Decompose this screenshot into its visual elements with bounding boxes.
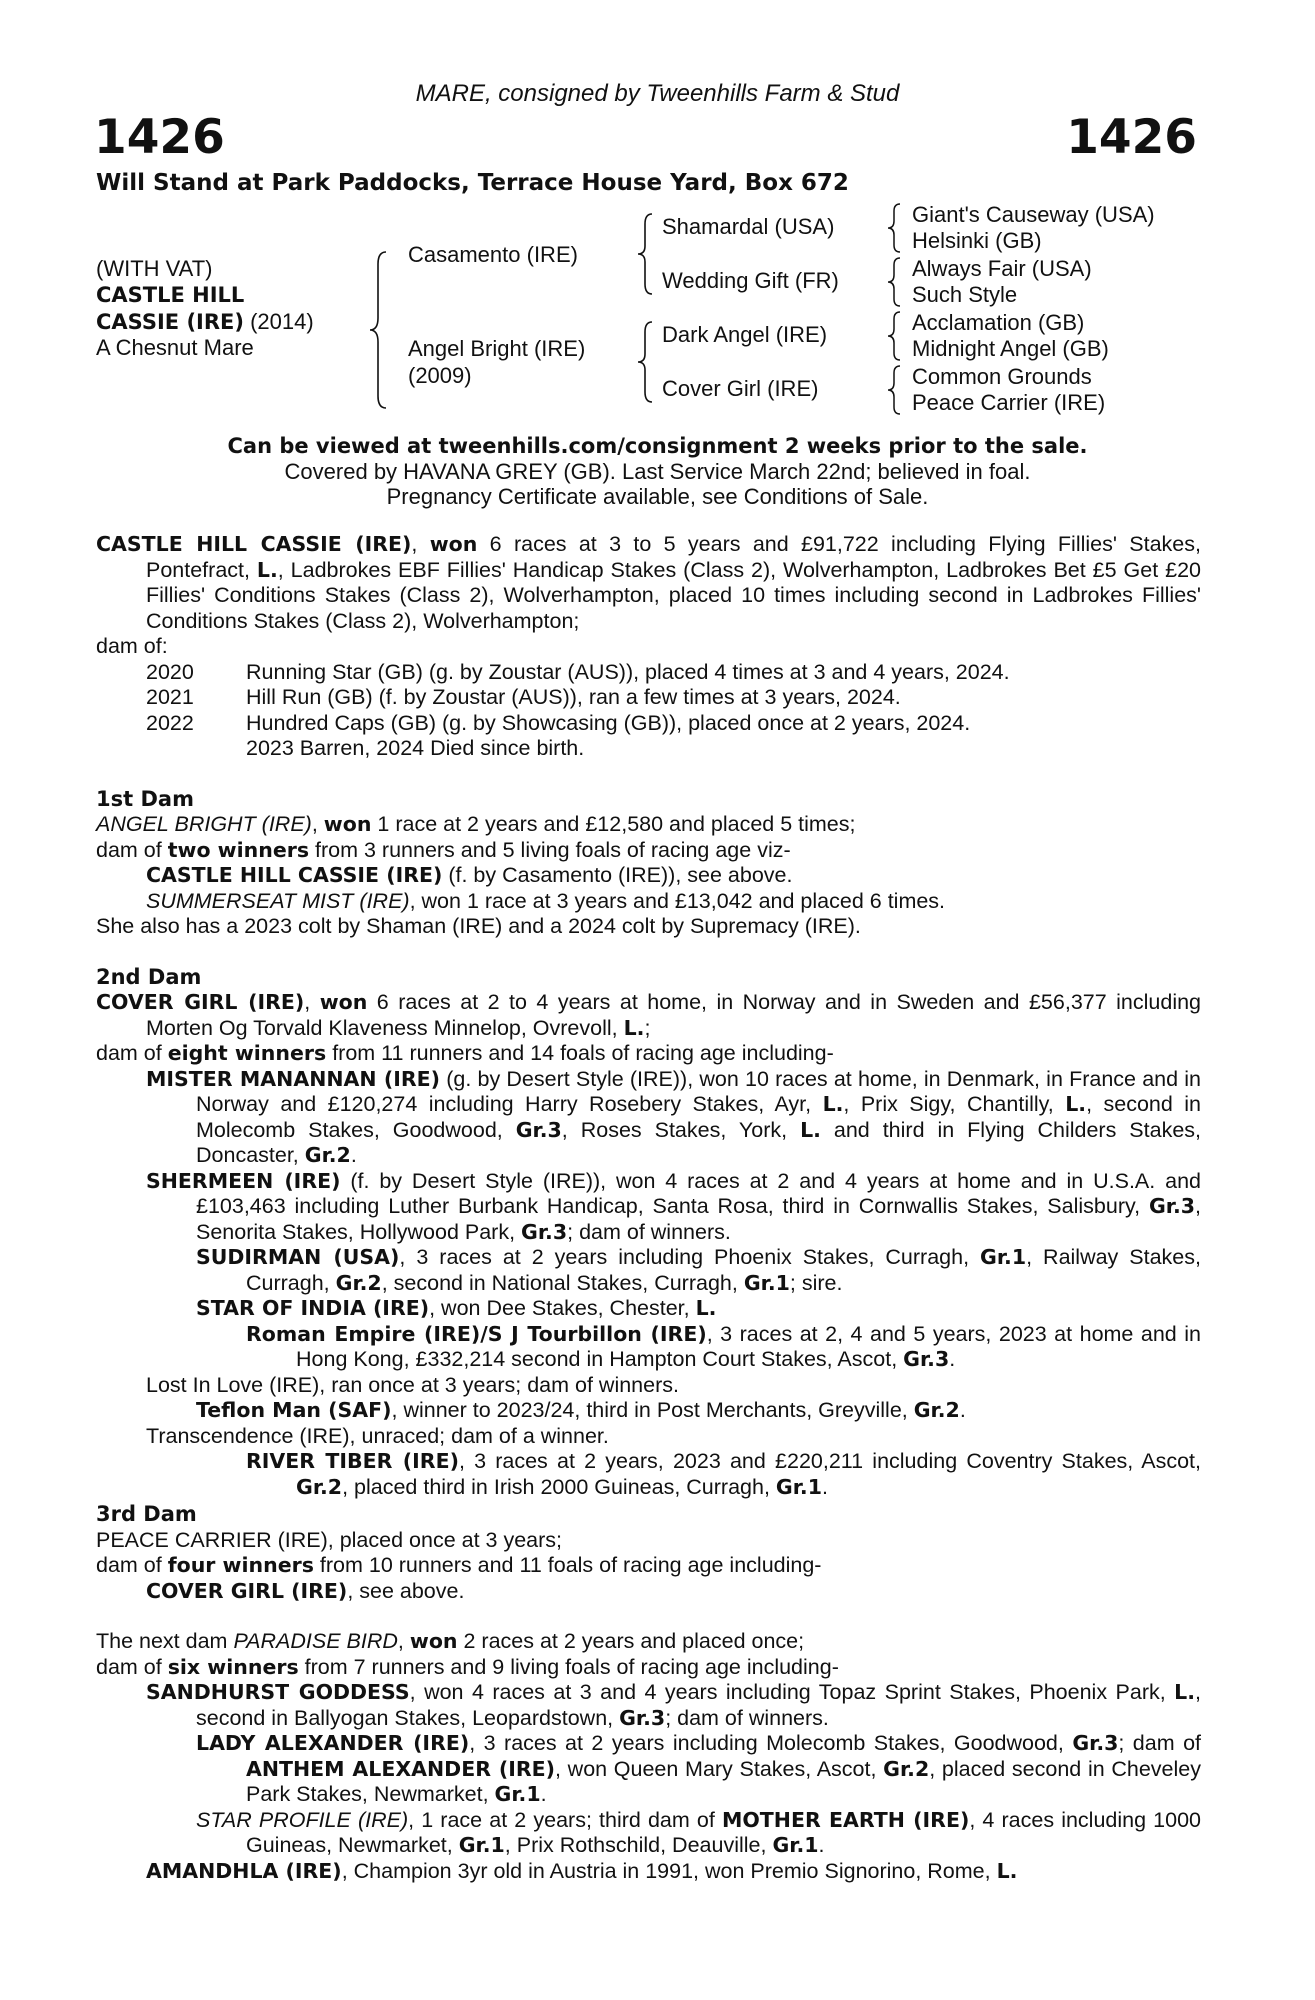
entry-text: , second in Molecomb Stakes, Goodwood, (196, 1092, 1201, 1142)
horse-name-second: CASSIE (IRE) (96, 310, 244, 334)
brace-g3 (886, 310, 904, 362)
entry-text: . (949, 1347, 956, 1371)
next-dam-intro: The next dam (96, 1629, 234, 1653)
entry-text: , Prix Rothschild, Deauville, (504, 1833, 773, 1857)
sire-sire: Shamardal (USA) (662, 214, 835, 239)
sudirman-entry (96, 1245, 1201, 1296)
mister-manannan-entry (96, 1067, 1201, 1169)
dam-of-label: dam of (96, 837, 168, 862)
pedigree-body (96, 532, 1201, 1884)
lot-number-right: 1426 (1066, 110, 1197, 165)
group-mark: Gr.2 (296, 1474, 343, 1499)
entry-text: , placed third in Irish 2000 Guineas, Curragh, (342, 1474, 776, 1499)
third-dam-heading: 3rd Dam (96, 1502, 197, 1526)
second-dam-text-end: ; (644, 1015, 651, 1040)
entry-text: , won Dee Stakes, Chester, (429, 1296, 696, 1320)
winners-count: two winners (167, 837, 310, 862)
mare-record: CASTLE HILL CASSIE (IRE), won 6 races at 3 to 5 years and £91,722 including Flying Fillies' Stakes, Pontefract, L., Ladbrokes EBF Fillies' Handicap Stakes (Class 2), Wolverhampton, Ladbrokes Bet £5 Get £20 Fillies' Conditions Stakes (Class 2), Wolverhampton, placed 10 times including second in Ladbrokes Fillies' Conditions Stakes (Class 2), Wolverhampton; (96, 532, 1201, 633)
separator: , (397, 1629, 410, 1653)
third-dam-produce (96, 1553, 1201, 1579)
entry-text: . (350, 1143, 357, 1167)
lady-alexander-entry (96, 1731, 1201, 1808)
transcendence-entry: Transcendence (IRE), unraced; dam of a winner. (146, 1423, 609, 1448)
entry-text: . (821, 1474, 828, 1499)
group-mark: Gr.3 (903, 1347, 950, 1371)
ancestor-1: Giant's Causeway (USA) (912, 202, 1155, 227)
group-mark: Gr.1 (458, 1833, 505, 1857)
covering-note: Covered by HAVANA GREY (GB). Last Service March 22nd; believed in foal. (284, 459, 1031, 484)
group-mark: Gr.1 (772, 1833, 819, 1857)
entry-text: , Railway Stakes, Curragh, (246, 1245, 1201, 1295)
produce-row (96, 685, 1201, 711)
entry-text: , placed second in Cheveley Park Stakes, Newmarket, (246, 1756, 1202, 1806)
horse-name: Teflon Man (SAF) (196, 1398, 392, 1422)
star-of-india-entry (96, 1296, 1201, 1322)
group-mark: Gr.2 (304, 1143, 351, 1167)
dam-of-text: from 11 runners and 14 foals of racing age including- (326, 1041, 834, 1065)
stand-location: Will Stand at Park Paddocks, Terrace House Yard, Box 672 (96, 170, 849, 196)
next-dam-produce (96, 1655, 1201, 1681)
entry-text: , won Queen Mary Stakes, Ascot, (555, 1756, 884, 1781)
ancestor-7: Common Grounds (912, 364, 1092, 389)
horse-name: LADY ALEXANDER (IRE) (196, 1731, 470, 1755)
produce-year: 2022 (146, 710, 194, 735)
entry-text: . (818, 1833, 825, 1857)
next-dam-record (96, 1629, 1201, 1655)
horse-name-line2 (96, 309, 314, 335)
horse-description: A Chesnut Mare (96, 335, 254, 360)
produce-row (96, 660, 1201, 686)
horse-name: STAR OF INDIA (IRE) (196, 1296, 430, 1320)
consignor-line: MARE, consigned by Tweenhills Farm & Stud (415, 80, 900, 107)
group-mark: Gr.3 (521, 1219, 568, 1244)
horse-name: RIVER TIBER (IRE) (246, 1449, 459, 1473)
foal-text: (f. by Casamento (IRE)), see above. (442, 863, 793, 887)
mare-listed: L. (256, 557, 278, 582)
entry-text: , 3 races at 2 years, 2023 and £220,211 including Coventry Stakes, Ascot, (458, 1449, 1201, 1473)
third-dam-record: PEACE CARRIER (IRE), placed once at 3 years; (96, 1527, 563, 1552)
horse-name: MISTER MANANNAN (IRE) (146, 1066, 441, 1091)
viewing-note: Can be viewed at tweenhills.com/consignment 2 weeks prior to the sale. (227, 434, 1088, 458)
lot-number-left: 1426 (94, 110, 225, 165)
ancestor-2: Helsinki (GB) (912, 228, 1042, 253)
second-dam-record: COVER GIRL (IRE), won 6 races at 2 to 4 years at home, in Norway and in Sweden and £56,377 including Morten Og Torvald Klaveness Minnelop, Ovrevoll, L.; (96, 990, 1202, 1040)
next-dam-text: 2 races at 2 years and placed once; (457, 1629, 805, 1653)
star-profile-entry (96, 1808, 1201, 1859)
first-dam-heading: 1st Dam (96, 786, 194, 811)
group-mark: Gr.1 (775, 1474, 822, 1499)
entry-text: , see above. (347, 1578, 465, 1603)
mare-dam-of: dam of: (96, 634, 168, 658)
dam: Angel Bright (IRE) (408, 336, 586, 361)
mare-name: CASTLE HILL CASSIE (IRE) (96, 532, 412, 556)
ancestor-3: Always Fair (USA) (912, 256, 1092, 281)
teflon-man-entry (96, 1398, 1201, 1424)
ancestor-5: Acclamation (GB) (912, 310, 1085, 335)
foal-name: SUMMERSEAT MIST (IRE) (146, 888, 410, 913)
entry-text: . (959, 1398, 966, 1422)
lost-in-love-entry: Lost In Love (IRE), ran once at 3 years; dam of winners. (146, 1372, 679, 1397)
produce-row (96, 736, 1201, 762)
entry-text: , 3 races at 2 years including Molecomb Stakes, Goodwood, (469, 1731, 1073, 1755)
first-dam-foal (96, 863, 1201, 889)
produce-year: 2021 (146, 685, 194, 709)
horse-name: SHERMEEN (IRE) (146, 1168, 341, 1193)
produce-row (96, 711, 1201, 737)
produce-text: Hill Run (GB) (f. by Zoustar (AUS)), ran a few times at 3 years, 2024. (246, 685, 901, 709)
brace-g1 (886, 202, 904, 254)
entry-text: , Senorita Stakes, Hollywood Park, (196, 1194, 1201, 1244)
group-mark: Gr.2 (335, 1270, 382, 1295)
dam-of-text: from 3 runners and 5 living foals of racing age viz- (309, 837, 791, 862)
group-mark: Gr.2 (883, 1756, 930, 1781)
cover-girl-entry (96, 1579, 1201, 1605)
group-mark: Gr.3 (515, 1117, 562, 1142)
first-dam-won: won (323, 812, 372, 836)
listed-mark: L. (1065, 1092, 1087, 1116)
group-mark: Gr.1 (743, 1270, 790, 1295)
horse-name: SUDIRMAN (USA) (196, 1245, 400, 1269)
entry-text: , 3 races at 2 years including Phoenix Stakes, Curragh, (399, 1245, 981, 1269)
foal-name: CASTLE HILL CASSIE (IRE) (146, 863, 443, 887)
group-mark: Gr.1 (494, 1782, 541, 1806)
produce-text: 2023 Barren, 2024 Died since birth. (246, 736, 585, 760)
mare-won: won (429, 532, 478, 556)
brace-main (368, 250, 390, 410)
entry-text: , second in National Stakes, Curragh, (381, 1270, 744, 1295)
sire: Casamento (IRE) (408, 242, 578, 267)
vat-note: (WITH VAT) (96, 256, 213, 281)
second-dam-produce (96, 1041, 1201, 1067)
group-mark: Gr.3 (1072, 1731, 1119, 1755)
entry-text: ; dam of winners. (567, 1219, 731, 1244)
first-dam-text: 1 race at 2 years and £12,580 and placed 5 times; (371, 812, 856, 836)
horse-name-line1: CASTLE HILL (96, 283, 245, 307)
listed-mark: L. (800, 1117, 821, 1142)
first-dam-foal (96, 889, 1201, 915)
entry-text: , second in Ballyogan Stakes, Leopardstown, (196, 1680, 1201, 1730)
horse-name: SANDHURST GODDESS (146, 1680, 410, 1704)
listed-mark: L. (1174, 1680, 1196, 1704)
entry-text: , Prix Sigy, Chantilly, (843, 1092, 1066, 1116)
group-mark: Gr.3 (619, 1705, 666, 1730)
entry-text: and third in Flying Childers Stakes, Doncaster, (196, 1117, 1201, 1167)
produce-year: 2020 (146, 659, 194, 684)
first-dam-record: ANGEL BRIGHT (IRE), won 1 race at 2 years and £12,580 and placed 5 times; (96, 812, 856, 836)
produce-text: Hundred Caps (GB) (g. by Showcasing (GB)), placed once at 2 years, 2024. (246, 710, 971, 735)
brace-g2 (886, 256, 904, 308)
entry-text: , won 4 races at 3 and 4 years including Topaz Sprint Stakes, Phoenix Park, (409, 1680, 1175, 1704)
brace-sire (636, 212, 656, 296)
roman-empire-entry (96, 1322, 1201, 1373)
entry-text: ; sire. (789, 1270, 843, 1295)
second-dam-name: COVER GIRL (IRE) (96, 990, 305, 1014)
entry-text: , 3 races at 2, 4 and 5 years, 2023 at home and in Hong Kong, £332,214 second in Hampton Court Stakes, Ascot, (296, 1321, 1201, 1371)
listed-mark: L. (996, 1858, 1018, 1883)
first-dam-name: ANGEL BRIGHT (IRE) (96, 812, 312, 836)
dam-of-text: from 10 runners and 11 foals of racing age including- (313, 1553, 822, 1577)
brace-g4 (886, 364, 904, 416)
winners-count: six winners (167, 1654, 299, 1679)
listed-mark: L. (623, 1015, 645, 1040)
listed-mark: L. (822, 1092, 844, 1116)
foaling-year: (2014) (243, 309, 314, 334)
dam-year: (2009) (408, 363, 472, 388)
shermeen-entry (96, 1169, 1201, 1246)
group-mark: Gr.1 (980, 1245, 1027, 1269)
sire-dam: Wedding Gift (FR) (662, 268, 839, 293)
mare-text1: 6 races at 3 to 5 years and £91,722 including Flying Fillies' Stakes, Pontefract, (146, 532, 1201, 582)
ancestor-8: Peace Carrier (IRE) (912, 390, 1106, 415)
entry-text: . (540, 1782, 547, 1806)
entry-text: (g. by Desert Style (IRE)), won 10 races at home, in Denmark, in France and in Norway and £120,274 including Harry Rosebery Stakes, Ayr, (196, 1066, 1201, 1116)
ancestor-4: Such Style (912, 282, 1018, 307)
horse-name: Roman Empire (IRE)/S J Tourbillon (IRE) (246, 1321, 707, 1346)
horse-name: ANTHEM ALEXANDER (IRE) (246, 1756, 555, 1781)
next-dam-won: won (409, 1629, 458, 1653)
river-tiber-entry (96, 1449, 1201, 1500)
horse-name: STAR PROFILE (IRE) (196, 1807, 409, 1832)
horse-name: AMANDHLA (IRE) (146, 1858, 342, 1883)
second-dam-heading: 2nd Dam (96, 964, 202, 989)
winners-count: four winners (167, 1553, 314, 1577)
dam-of-label: dam of (96, 1654, 168, 1679)
dam-of-text: from 7 runners and 9 living foals of racing age including- (298, 1654, 839, 1679)
sandhurst-goddess-entry (96, 1680, 1201, 1731)
brace-dam (636, 320, 656, 404)
listed-mark: L. (695, 1296, 717, 1320)
entry-text: , 4 races including 1000 Guineas, Newmarket, (246, 1807, 1202, 1857)
pregnancy-note: Pregnancy Certificate available, see Conditions of Sale. (386, 484, 929, 509)
amandhla-entry (96, 1859, 1201, 1885)
entry-text: ; dam of winners. (665, 1705, 829, 1730)
entry-text: , winner to 2023/24, third in Post Merchants, Greyville, (391, 1398, 914, 1422)
first-dam-also: She also has a 2023 colt by Shaman (IRE) and a 2024 colt by Supremacy (IRE). (96, 914, 861, 938)
horse-name: MOTHER EARTH (IRE) (721, 1807, 970, 1832)
foal-text: , won 1 race at 3 years and £13,042 and placed 6 times. (409, 888, 946, 913)
winners-count: eight winners (167, 1041, 327, 1065)
entry-text: , Roses Stakes, York, (561, 1117, 801, 1142)
dam-of-label: dam of (96, 1553, 168, 1577)
entry-text: ; dam of (1118, 1731, 1201, 1755)
ancestor-6: Midnight Angel (GB) (912, 336, 1109, 361)
next-dam-name: PARADISE BIRD (233, 1629, 398, 1653)
horse-name: COVER GIRL (IRE) (146, 1578, 348, 1603)
dam-of-label: dam of (96, 1041, 168, 1065)
produce-text: Running Star (GB) (g. by Zoustar (AUS)), placed 4 times at 3 and 4 years, 2024. (246, 659, 1010, 684)
second-dam-won: won (319, 990, 368, 1014)
second-dam-text: 6 races at 2 to 4 years at home, in Norway and in Sweden and £56,377 including Morten Og Torvald Klaveness Minnelop, Ovrevoll, (146, 990, 1202, 1040)
dam-sire: Dark Angel (IRE) (662, 322, 828, 347)
group-mark: Gr.2 (913, 1398, 960, 1422)
entry-text: , 1 race at 2 years; third dam of (408, 1807, 722, 1832)
mare-text2: , Ladbrokes EBF Fillies' Handicap Stakes (Class 2), Wolverhampton, Ladbrokes Bet £5 Get £20 Fillies' Conditions Stakes (Class 2), Wolverhampton, placed 10 times including second in Ladbrokes Fillies' Conditions Stakes (Class 2), Wolverhampton; (146, 557, 1201, 633)
dam-dam: Cover Girl (IRE) (662, 376, 819, 401)
entry-text: , Champion 3yr old in Austria in 1991, won Premio Signorino, Rome, (341, 1858, 997, 1883)
group-mark: Gr.3 (1148, 1194, 1196, 1218)
entry-text: (f. by Desert Style (IRE)), won 4 races at 2 and 4 years at home and in U.S.A. and £103,463 including Luther Burbank Handicap, Santa Rosa, third in Cornwallis Stakes, Salisbury, (196, 1168, 1201, 1218)
first-dam-produce (96, 838, 1201, 864)
